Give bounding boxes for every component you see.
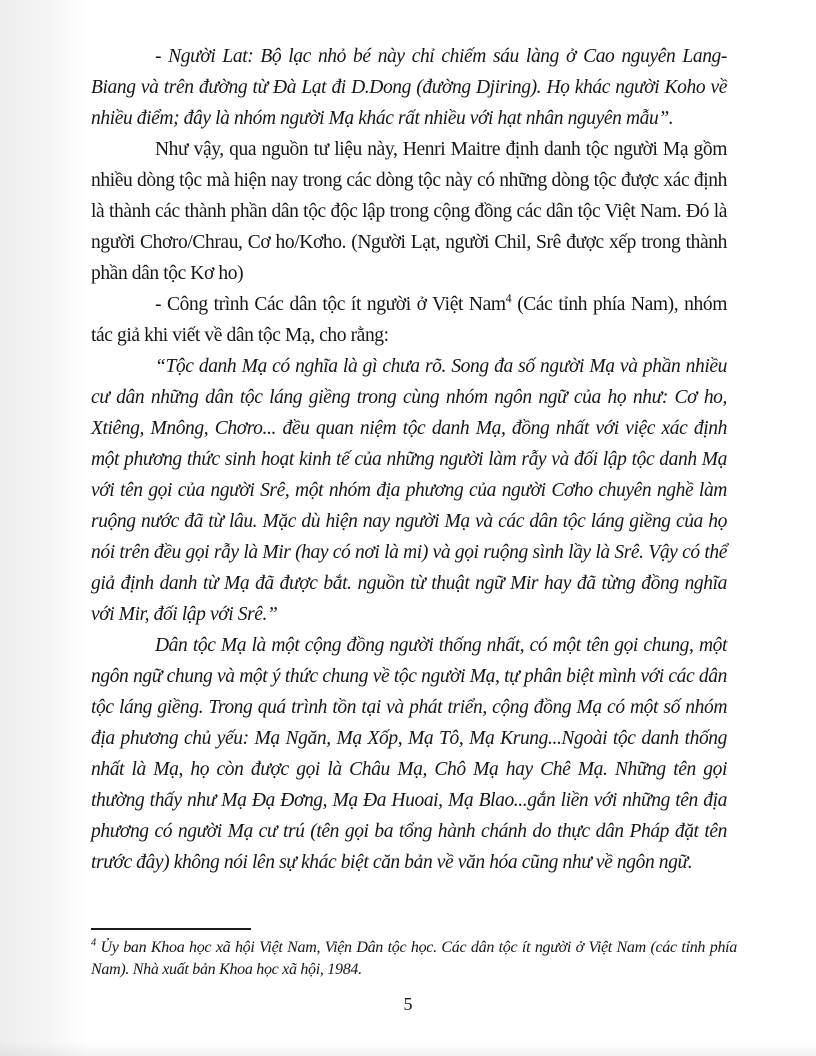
footnote-marker-4: 4 [91,937,96,949]
paragraph-cong-trinh-text: - Công trình Các dân tộc ít người ở Việt Nam [155,294,506,315]
scan-edge-shading-left [0,0,88,1056]
footnote-reference-4: 4 [505,291,512,306]
body-text-block [91,41,727,878]
paragraph-quote-toc-danh: “Tộc danh Mạ có nghĩa là gì chưa rõ. Song đa số người Mạ và phần nhiều cư dân những dân tộc láng giềng trong cùng nhóm ngôn ngữ của họ như: Cơ ho, Xtiêng, Mnông, Chơro... đều quan niệm tộc danh Mạ, đồng nhất với việc xác định một phương thức sinh hoạt kinh tế của những người làm rẫy và đối lập tộc danh Mạ với tên gọi của người Srê, một nhóm địa phương của người Cơho chuyên nghề làm ruộng nước đã từ lâu. Mặc dù hiện nay người Mạ và các dân tộc láng giềng của họ nói trên đều gọi rẫy là Mir (hay có nơi là mi) và gọi ruộng sình lầy là Srê. Vậy có thể giả định danh từ Mạ đã được bắt. nguồn từ thuật ngữ Mir hay đã từng đồng nghĩa với Mir, đối lập với Srê.” [91,356,727,625]
paragraph-henri-maitre: Như vậy, qua nguồn tư liệu này, Henri Maitre định danh tộc người Mạ gồm nhiều dòng tộc mà hiện nay trong các dòng tộc này có những dòng tộc được xác định là thành các thành phần dân tộc độc lập trong cộng đồng các dân tộc Việt Nam. Đó là người Chơro/Chrau, Cơ ho/Kơho. (Người Lạt, người Chil, Srê được xếp trong thành phần dân tộc Kơ ho) [91,139,727,284]
footnote-separator [91,928,251,930]
page-number: 5 [403,994,413,1014]
paragraph-dan-toc-ma: Dân tộc Mạ là một cộng đồng người thống nhất, có một tên gọi chung, một ngôn ngữ chung và một ý thức chung về tộc người Mạ, tự phân biệt mình với các dân tộc láng giềng. Trong quá trình tồn tại và phát triển, cộng đồng Mạ có một số nhóm địa phương chủ yếu: Mạ Ngăn, Mạ Xốp, Mạ Tô, Mạ Krung...Ngoài tộc danh thống nhất là Mạ, họ còn được gọi là Châu Mạ, Chô Mạ hay Chê Mạ. Những tên gọi thường thấy như Mạ Đạ Đơng, Mạ Đa Huoai, Mạ Blao...gắn liền với những tên địa phương có người Mạ cư trú (tên gọi ba tổng hành chánh do thực dân Pháp đặt tên trước đây) không nói lên sự khác biệt căn bản về văn hóa cũng như về ngôn ngữ. [91,635,727,873]
paragraph-cong-trinh-text-after: (Các tỉnh phía Nam), nhóm tác giả khi viết về dân tộc Mạ, cho rằng: [91,294,727,346]
footnote-4 [91,937,737,981]
paragraph-nguoi-lat: - Người Lat: Bộ lạc nhỏ bé này chỉ chiếm sáu làng ở Cao nguyên Lang-Biang và trên đường từ Đà Lạt đi D.Dong (đường Djiring). Họ khác người Koho về nhiều điểm; đây là nhóm người Mạ khác rất nhiều với hạt nhân nguyên mẫu”. [91,46,727,129]
paragraph-cong-trinh [91,289,727,351]
footnote-block [91,928,737,981]
scan-edge-shading-bottom [0,1042,816,1056]
footnote-citation-text: Ủy ban Khoa học xã hội Việt Nam, Viện Dân tộc học. Các dân tộc ít người ở Việt Nam (các tỉnh phía Nam). Nhà xuất bản Khoa học xã hội, 1984. [91,939,737,978]
